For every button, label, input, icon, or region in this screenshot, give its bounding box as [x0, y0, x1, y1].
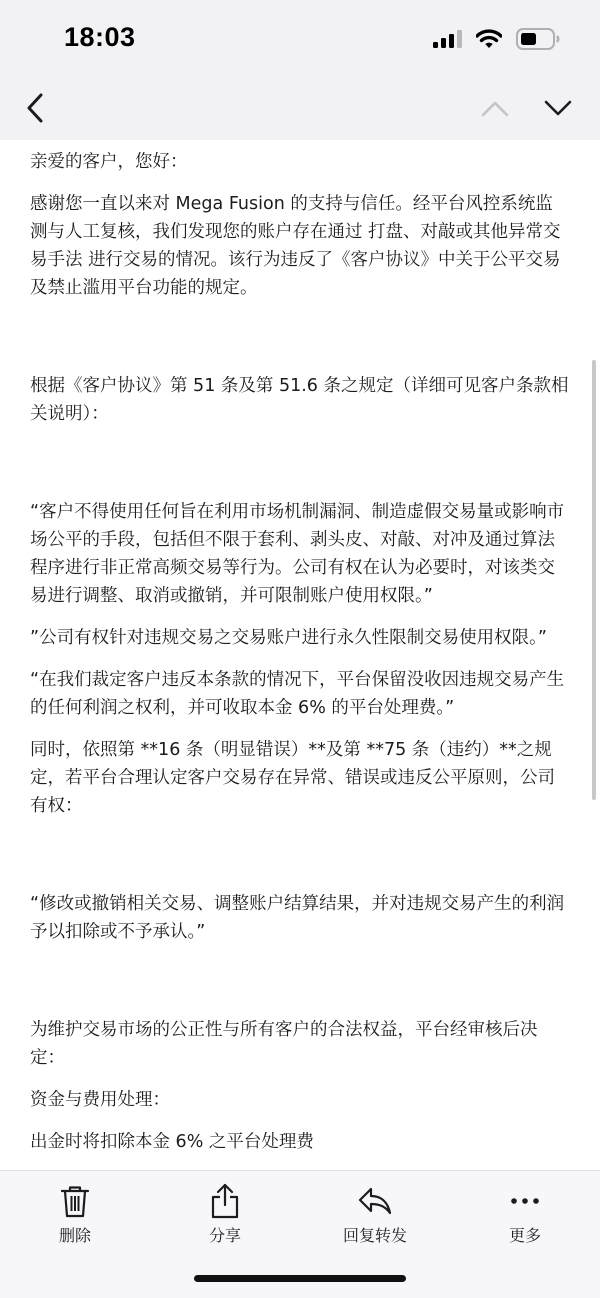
- paragraph-modify-quote: “修改或撤销相关交易、调整账户结算结果，并对违规交易产生的利润予以扣除或不予承认。”: [30, 894, 565, 942]
- paragraph-fee: 出金时将扣除本金 6% 之平台处理费: [30, 1132, 314, 1152]
- reply-forward-label: 回复转发: [342, 1226, 407, 1245]
- back-button[interactable]: [20, 90, 50, 130]
- previous-message-button[interactable]: [480, 90, 510, 130]
- chevron-left-icon: [26, 93, 44, 127]
- share-button[interactable]: [175, 1183, 275, 1246]
- next-message-button[interactable]: [543, 90, 573, 130]
- chevron-up-icon: [481, 99, 509, 121]
- share-icon: [210, 1183, 240, 1219]
- more-button[interactable]: [475, 1183, 575, 1246]
- scroll-indicator[interactable]: [592, 360, 596, 800]
- home-indicator[interactable]: [194, 1275, 406, 1282]
- signal-icon: [432, 29, 462, 53]
- delete-label: 删除: [58, 1226, 91, 1245]
- status-icons: [432, 28, 560, 54]
- paragraph-restriction-quote: ”公司有权针对违规交易之交易账户进行永久性限制交易使用权限。”: [30, 628, 547, 648]
- status-bar: [0, 0, 600, 80]
- chevron-down-icon: [544, 99, 572, 121]
- trash-icon: [60, 1183, 90, 1219]
- paragraph-decision: 为维护交易市场的公正性与所有客户的合法权益，平台经审核后决定：: [30, 1020, 538, 1068]
- status-time: 18:03: [64, 22, 136, 52]
- paragraph-profit-quote: “在我们裁定客户违反本条款的情况下，平台保留没收因违规交易产生的任何利润之权利，并可收取本金 6% 的平台处理费。”: [30, 670, 565, 718]
- message-body[interactable]: [0, 140, 600, 1170]
- paragraph-funds-heading: 资金与费用处理：: [30, 1090, 170, 1110]
- paragraph-intro: 感谢您一直以来对 Mega Fusion 的支持与信任。经平台风控系统监测与人工复核，我们发现您的账户存在通过 打盘、对敲或其他异常交易手法 进行交易的情况。该行为违反了《客户协议》中关于公平交易及禁止滥用平台功能的规定。: [30, 194, 561, 298]
- paragraph-agreement-reference: 根据《客户协议》第 51 条及第 51.6 条之规定（详细可见客户条款相关说明）：: [30, 376, 569, 424]
- more-label: 更多: [508, 1226, 541, 1245]
- more-icon: [510, 1183, 540, 1219]
- paragraph-articles: 同时，依照第 **16 条（明显错误）**及第 **75 条（违约）**之规定，若平台合理认定客户交易存在异常、错误或违反公平原则，公司有权：: [30, 740, 555, 816]
- reply-icon: [357, 1183, 393, 1219]
- nav-bar: [0, 80, 600, 140]
- battery-icon: [516, 28, 560, 54]
- paragraph-clause-quote: “客户不得使用任何旨在利用市场机制漏洞、制造虚假交易量或影响市场公平的手段，包括但不限于套利、剥头皮、对敲、对冲及通过算法程序进行非正常高频交易等行为。公司有权在认为必要时，对该类交易进行调整、取消或撤销，并可限制账户使用权限。”: [30, 502, 565, 606]
- message-text: [0, 140, 600, 1156]
- share-label: 分享: [208, 1226, 241, 1245]
- delete-button[interactable]: [25, 1183, 125, 1246]
- wifi-icon: [476, 29, 502, 53]
- reply-forward-button[interactable]: [325, 1183, 425, 1246]
- paragraph-greeting: 亲爱的客户，您好：: [30, 152, 188, 172]
